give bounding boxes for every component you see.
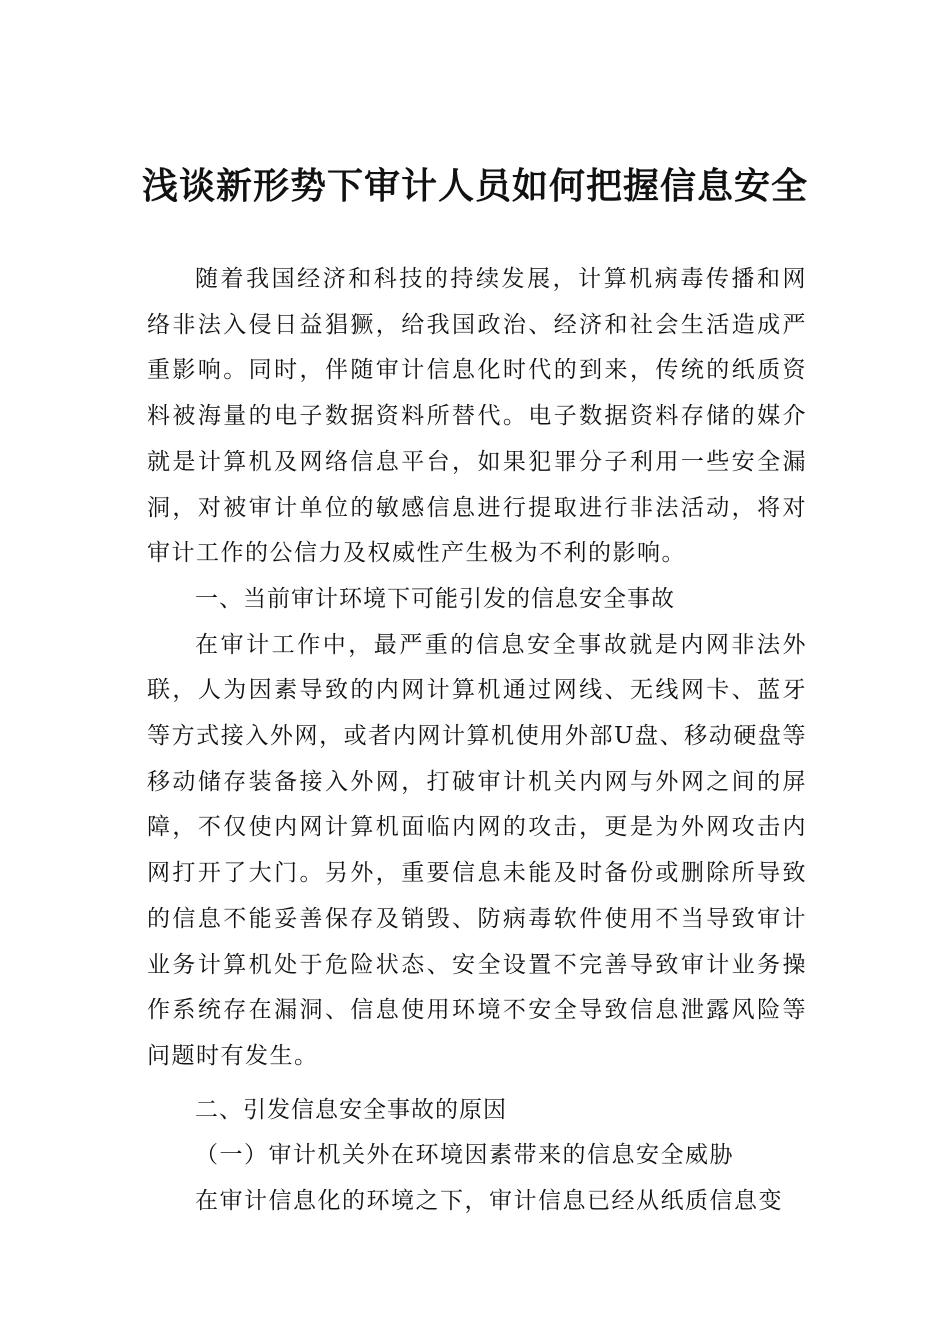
section-2-paragraph: 在审计信息化的环境之下，审计信息已经从纸质信息变 xyxy=(195,1188,783,1215)
section-2-heading: 二、引发信息安全事故的原因 xyxy=(195,1096,507,1123)
section-gap xyxy=(147,1080,807,1088)
document-title: 浅谈新形势下审计人员如何把握信息安全 xyxy=(141,165,808,207)
intro-paragraph: 随着我国经济和科技的持续发展，计算机病毒传播和网络非法入侵日益猖獗，给我国政治、经济和社会生活造成严重影响。同时，伴随审计信息化时代的到来，传统的纸质资料被海量的电子数据资料所替代。电子数据资料存储的媒介就是计算机及网络信息平台，如果犯罪分子利用一些安全漏洞，对被审计单位的敏感信息进行提取进行非法活动，将对审计工作的公信力及权威性产生极为不利的影响。 xyxy=(147,266,807,567)
section-1-paragraph: 在审计工作中，最严重的信息安全事故就是内网非法外联，人为因素导致的内网计算机通过网线、无线网卡、蓝牙等方式接入外网，或者内网计算机使用外部U盘、移动硬盘等移动储存装备接入外网，打破审计机关内网与外网之间的屏障，不仅使内网计算机面临内网的攻击，更是为外网攻击内网打开了大门。另外，重要信息未能及时备份或删除所导致的信息不能妥善保存及销毁、防病毒软件使用不当导致审计业务计算机处于危险状态、安全设置不完善导致审计业务操作系统存在漏洞、信息使用环境不安全导致信息泄露风险等问题时有发生。 xyxy=(147,631,807,1069)
section-1-heading: 一、当前审计环境下可能引发的信息安全事故 xyxy=(195,585,675,612)
section-2-subheading-1: （一）审计机关外在环境因素带来的信息安全威胁 xyxy=(195,1142,734,1169)
document-body xyxy=(147,257,807,1225)
